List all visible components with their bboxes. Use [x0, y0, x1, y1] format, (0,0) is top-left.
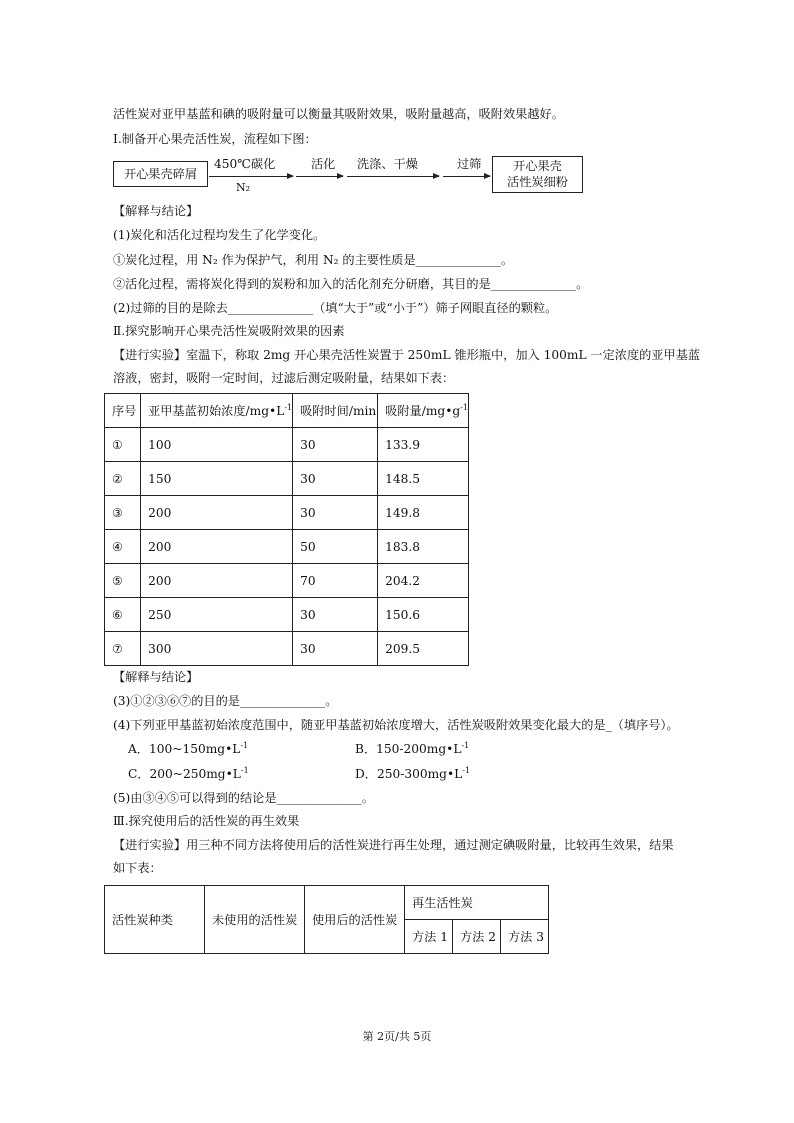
table-cell: 150.6 [378, 598, 469, 632]
table-cell: 200 [141, 496, 293, 530]
question-4: (4)下列亚甲基蓝初始浓度范围中，随亚甲基蓝初始浓度增大，活性炭吸附效果变化最大的是_（填序号）。 [113, 718, 679, 732]
table-cell: ② [105, 462, 141, 496]
header-cell: 方法 1 [405, 920, 453, 954]
table-row [105, 598, 469, 632]
explain-heading-2: 【解释与结论】 [113, 670, 199, 684]
table-header-row [105, 394, 469, 428]
table-row [105, 564, 469, 598]
table-cell: 30 [293, 496, 378, 530]
header-cell: 亚甲基蓝初始浓度$/mg•L^{-1}$ [141, 394, 293, 428]
experiment1-line1: 【进行实验】室温下，称取 2mg 开心果壳活性炭置于 250mL 锥形瓶中，加入 100mL 一定浓度的亚甲基蓝 [113, 348, 701, 362]
flow-end-line2: 活性炭细粉 [507, 175, 568, 189]
flow-start-box: 开心果壳碎屑 [113, 161, 208, 187]
explain-heading-1: 【解释与结论】 [113, 204, 199, 218]
flow-step2-label: 活化 [311, 157, 336, 171]
flow-end-box [492, 156, 583, 193]
header-cell: 使用后的活性炭 [305, 886, 405, 954]
option-d: D．$250-300mg•L^{-1}$ [355, 765, 471, 781]
header-cell: 未使用的活性炭 [205, 886, 305, 954]
table-cell: 300 [141, 632, 293, 666]
table-cell: 133.9 [378, 428, 469, 462]
question-1b: ②活化过程，需将炭化得到的炭粉和加入的活化剂充分研磨，其目的是______________。 [113, 277, 589, 291]
table-cell: 148.5 [378, 462, 469, 496]
flow-end-line1: 开心果壳 [513, 159, 562, 173]
experiment2-line2: 如下表： [113, 861, 162, 875]
table-cell: 30 [293, 462, 378, 496]
experiment1-line2: 溶液，密封，吸附一定时间，过滤后测定吸附量，结果如下表： [113, 371, 455, 385]
header-cell: 活性炭种类 [105, 886, 205, 954]
regeneration-table [104, 885, 549, 954]
question-1: (1)炭化和活化过程均发生了化学变化。 [113, 228, 326, 242]
flow-arrow-3 [347, 176, 439, 177]
option-c: C．$200\sim 250mg•L^{-1}$ [128, 765, 249, 781]
table-cell: 150 [141, 462, 293, 496]
part3-title: Ⅲ.探究使用后的活性炭的再生效果 [113, 814, 300, 828]
header-cell: 再生活性炭 [405, 886, 549, 920]
table-cell: 30 [293, 598, 378, 632]
table-row [105, 496, 469, 530]
table-header-row [105, 886, 549, 920]
intro-text: 活性炭对亚甲基蓝和碘的吸附量可以衡量其吸附效果，吸附量越高，吸附效果越好。 [113, 107, 564, 121]
header-cell: 方法 2 [453, 920, 501, 954]
question-5: (5)由③④⑤可以得到的结论是______________。 [113, 791, 375, 805]
flow-step4-label: 过筛 [457, 157, 482, 171]
table-cell: 30 [293, 428, 378, 462]
table-cell: 200 [141, 530, 293, 564]
experiment2-line1: 【进行实验】用三种不同方法将使用后的活性炭进行再生处理，通过测定碘吸附量，比较再生效果，结果 [113, 838, 674, 852]
table-cell: 183.8 [378, 530, 469, 564]
table-cell: 204.2 [378, 564, 469, 598]
question-2: (2)过筛的目的是除去______________（填“大于”或“小于”）筛子网眼直径的颗粒。 [113, 301, 558, 315]
table-row [105, 632, 469, 666]
table-cell: ⑥ [105, 598, 141, 632]
question-3: (3)①②③⑥⑦的目的是______________。 [113, 694, 338, 708]
table-cell: 70 [293, 564, 378, 598]
table-cell: ⑤ [105, 564, 141, 598]
part2-title: Ⅱ.探究影响开心果壳活性炭吸附效果的因素 [113, 324, 345, 338]
flow-step1-label: 450℃碳化 [214, 157, 276, 171]
table-cell: 149.8 [378, 496, 469, 530]
table-cell: ④ [105, 530, 141, 564]
table-row [105, 428, 469, 462]
option-a: A．$100\sim 150mg•L^{-1}$ [128, 740, 249, 756]
table-cell: 209.5 [378, 632, 469, 666]
table-cell: 250 [141, 598, 293, 632]
header-cell: 吸附时间/min [293, 394, 378, 428]
flow-arrow-1 [209, 176, 293, 177]
header-cell: 序号 [105, 394, 141, 428]
table-cell: ① [105, 428, 141, 462]
table-cell: 200 [141, 564, 293, 598]
question-1a: ①炭化过程，用 N₂ 作为保护气，利用 N₂ 的主要性质是______________。 [113, 253, 514, 267]
option-b: B．$150-200mg•L^{-1}$ [355, 740, 470, 756]
adsorption-table [104, 393, 469, 666]
table-cell: 30 [293, 632, 378, 666]
header-cell: 方法 3 [501, 920, 549, 954]
table-cell: ⑦ [105, 632, 141, 666]
flow-step3-label: 洗涤、干燥 [357, 157, 418, 171]
table-cell: 100 [141, 428, 293, 462]
table-cell: ③ [105, 496, 141, 530]
flow-step1-gas: N₂ [236, 181, 251, 194]
table-row [105, 530, 469, 564]
page-footer: 第 2页/共 5页 [362, 1030, 432, 1043]
flow-arrow-4 [443, 176, 490, 177]
flow-arrow-2 [296, 176, 343, 177]
header-cell: 吸附量$/mg•g^{-1}$ [378, 394, 469, 428]
part1-title: Ⅰ.制备开心果壳活性炭，流程如下图： [113, 132, 317, 146]
table-row [105, 462, 469, 496]
table-cell: 50 [293, 530, 378, 564]
